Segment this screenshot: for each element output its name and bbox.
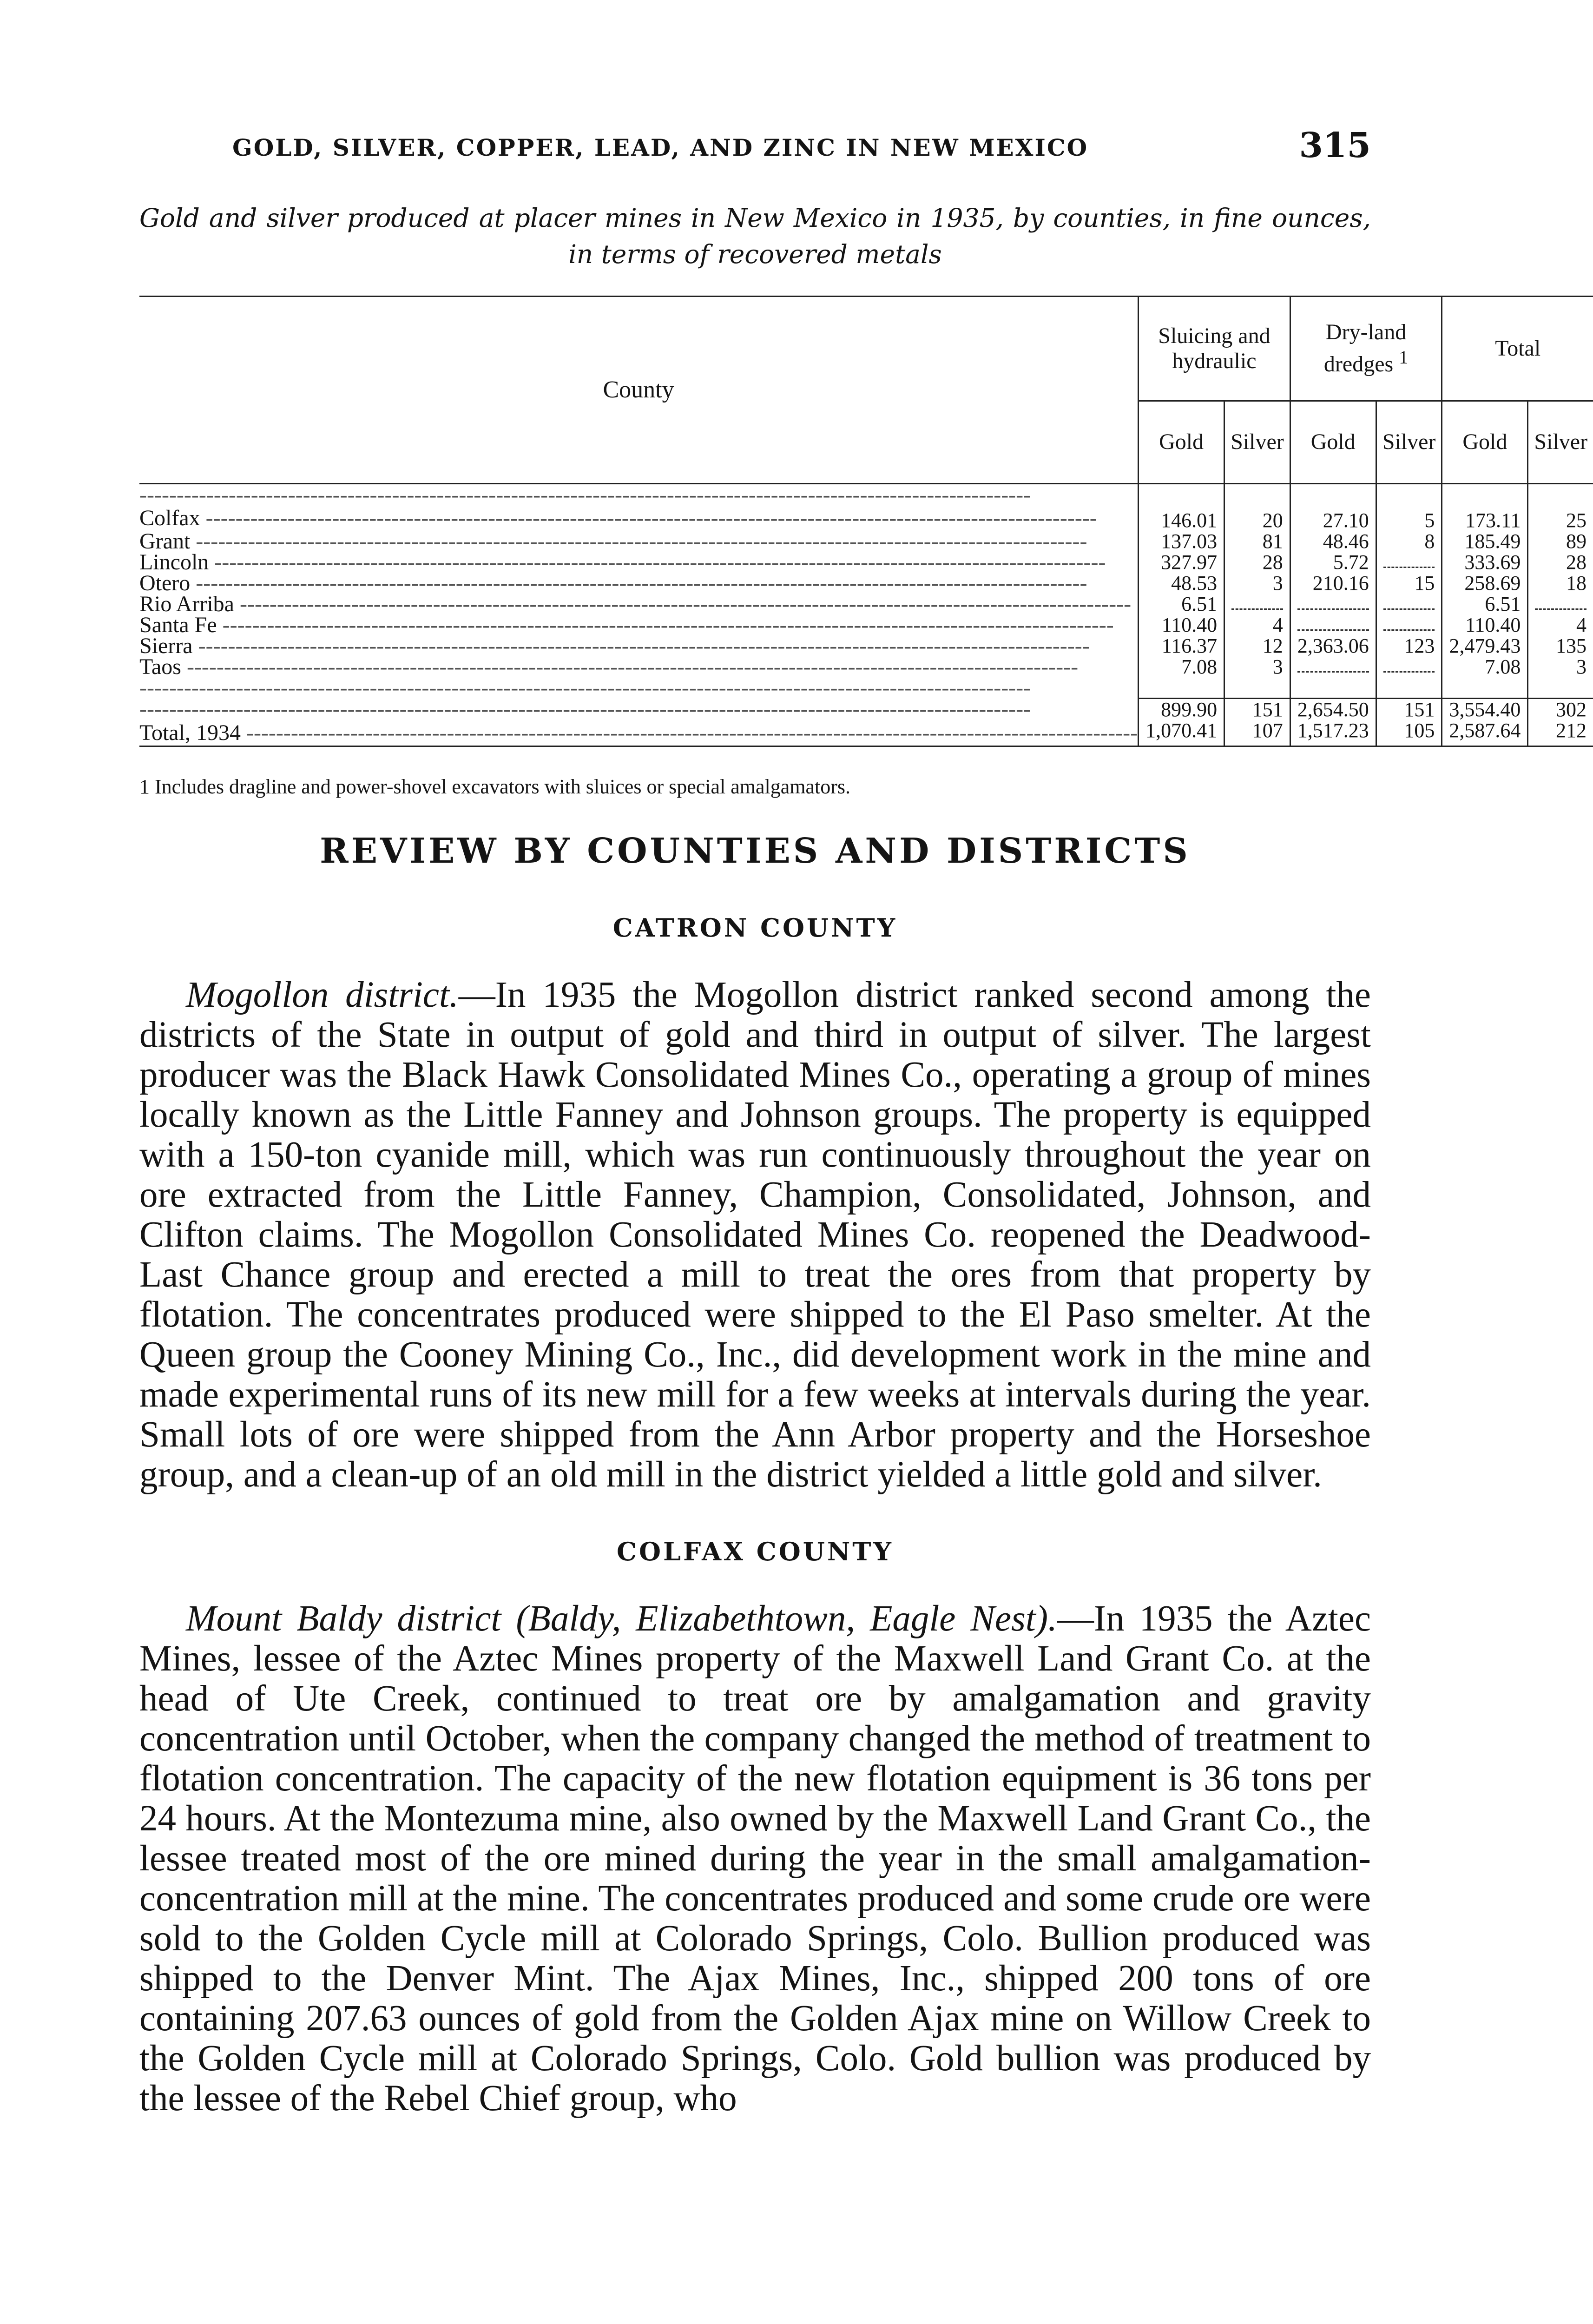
sluicing-silver-cell: 4 xyxy=(1224,614,1290,635)
dryland-silver-header: Silver xyxy=(1376,401,1442,483)
dryland-gold-cell: 210.16 xyxy=(1290,573,1376,594)
dryland-gold-cell: 48.46 xyxy=(1290,531,1376,552)
sluicing-gold-cell: 110.40 xyxy=(1139,614,1224,635)
county-name: Colfax ----- xyxy=(139,505,1139,531)
table-footnote xyxy=(139,775,1371,799)
county-name: Santa Fe ----- xyxy=(139,614,1139,635)
dryland-gold-cell: 2,363.06 xyxy=(1290,635,1376,656)
total-gold-total: 3,554.40 xyxy=(1442,698,1528,720)
county-name: Sierra ----- xyxy=(139,635,1139,656)
table-row xyxy=(139,573,1593,594)
total-1935-row xyxy=(139,698,1593,720)
table-row xyxy=(139,505,1593,531)
dryland-silver-cell: 5 xyxy=(1376,505,1442,531)
empty-dash xyxy=(1297,661,1369,673)
document-page xyxy=(139,116,1588,2155)
dryland-silver-cell: 8 xyxy=(1376,531,1442,552)
sluicing-silver-cell: 28 xyxy=(1224,552,1290,573)
dryland-header-label: Dry-land dredges xyxy=(1323,320,1407,377)
total-gold-1934: 2,587.64 xyxy=(1442,720,1528,746)
dryland-silver-cell xyxy=(1376,552,1442,573)
total-1934-label: Total, 1934 ----- xyxy=(139,720,1139,746)
dryland-gold-header: Gold xyxy=(1290,401,1376,483)
dryland-gold-cell xyxy=(1290,656,1376,677)
empty-dash xyxy=(1535,598,1586,610)
colfax-county-heading: COLFAX COUNTY xyxy=(617,1536,894,1566)
mogollon-paragraph xyxy=(139,975,1371,1495)
placer-production-table xyxy=(139,296,1593,747)
mount-baldy-lead: Mount Baldy district (Baldy, Elizabethtown, Eagle Nest). xyxy=(186,1598,1057,1639)
total-gold-cell: 7.08 xyxy=(1442,656,1528,677)
sluicing-gold-cell: 7.08 xyxy=(1139,656,1224,677)
table-row xyxy=(139,656,1593,677)
dryland-silver-total: 151 xyxy=(1376,698,1442,720)
sluicing-silver-header: Silver xyxy=(1224,401,1290,483)
dryland-gold-1934: 1,517.23 xyxy=(1290,720,1376,746)
total-silver-cell: 25 xyxy=(1528,505,1593,531)
empty-dash xyxy=(1383,619,1435,631)
total-gold-cell: 185.49 xyxy=(1442,531,1528,552)
total-silver-cell: 3 xyxy=(1528,656,1593,677)
total-silver-cell: 4 xyxy=(1528,614,1593,635)
running-header xyxy=(139,116,1371,172)
total-gold-cell: 6.51 xyxy=(1442,594,1528,614)
total-gold-cell: 258.69 xyxy=(1442,573,1528,594)
sluicing-header: Sluicing and hydraulic xyxy=(1139,297,1290,401)
county-name: Taos ----- xyxy=(139,656,1139,677)
table-row xyxy=(139,635,1593,656)
sluicing-silver-cell: 20 xyxy=(1224,505,1290,531)
sluicing-silver-total: 151 xyxy=(1224,698,1290,720)
sluicing-silver-1934: 107 xyxy=(1224,720,1290,746)
table-row xyxy=(139,594,1593,614)
dryland-footnote-mark: 1 xyxy=(1399,347,1409,368)
section-heading: REVIEW BY COUNTIES AND DISTRICTS xyxy=(320,831,1191,871)
total-silver-1934: 212 xyxy=(1528,720,1593,746)
sluicing-silver-cell: 3 xyxy=(1224,573,1290,594)
dryland-silver-cell xyxy=(1376,614,1442,635)
sluicing-gold-header: Gold xyxy=(1139,401,1224,483)
mount-baldy-text: —In 1935 the Aztec Mines, lessee of the Aztec Mines property of the Maxwell Land Grant Co. at the head of Ute Creek, continued to treat ore by amalgamation and gravity concentration until October, when the company changed the method of treatment to flotation concentration. The capacity of the new flotation equipment is 36 tons per 24 hours. At the Montezuma mine, also owned by the Maxwell Land Grant Co., the lessee treated most of the ore mined during the year in the small amalgamation-concentration mill at the mine. The concentrates produced and some crude ore were sold to the Golden Cycle mill at Colorado Springs, Colo. Bullion produced was shipped to the Denver Mint. The Ajax Mines, Inc., shipped 200 tons of ore containing 207.63 ounces of gold from the Golden Ajax mine on Willow Creek to the Golden Cycle mill at Colorado Springs, Colo. Gold bullion was produced by the lessee of the Rebel Chief group, who xyxy=(139,1598,1371,2119)
sluicing-gold-cell: 327.97 xyxy=(1139,552,1224,573)
catron-county-heading: CATRON COUNTY xyxy=(612,912,898,943)
total-silver-cell: 135 xyxy=(1528,635,1593,656)
total-1934-row xyxy=(139,720,1593,746)
table-row xyxy=(139,531,1593,552)
dryland-gold-cell xyxy=(1290,594,1376,614)
total-gold-cell: 110.40 xyxy=(1442,614,1528,635)
table-row xyxy=(139,552,1593,573)
total-header: Total xyxy=(1442,297,1593,401)
total-gold-cell: 2,479.43 xyxy=(1442,635,1528,656)
sluicing-silver-cell: 12 xyxy=(1224,635,1290,656)
mogollon-lead: Mogollon district. xyxy=(186,974,459,1015)
county-name: Rio Arriba ----- xyxy=(139,594,1139,614)
page-number: 315 xyxy=(1299,125,1371,165)
county-name: Otero ----- xyxy=(139,573,1139,594)
total-silver-total: 302 xyxy=(1528,698,1593,720)
footnote-mark: 1 xyxy=(139,775,150,798)
table-row xyxy=(139,614,1593,635)
dryland-gold-cell: 27.10 xyxy=(1290,505,1376,531)
empty-dash xyxy=(1383,556,1435,568)
sluicing-gold-cell: 6.51 xyxy=(1139,594,1224,614)
sluicing-gold-1934: 1,070.41 xyxy=(1139,720,1224,746)
dryland-gold-total: 2,654.50 xyxy=(1290,698,1376,720)
dryland-header xyxy=(1290,297,1442,401)
total-gold-cell: 333.69 xyxy=(1442,552,1528,573)
empty-dash xyxy=(1383,598,1435,610)
sluicing-silver-cell xyxy=(1224,594,1290,614)
sluicing-gold-total: 899.90 xyxy=(1139,698,1224,720)
sluicing-gold-cell: 48.53 xyxy=(1139,573,1224,594)
mount-baldy-paragraph xyxy=(139,1599,1371,2119)
total-silver-header: Silver xyxy=(1528,401,1593,483)
sluicing-gold-cell: 137.03 xyxy=(1139,531,1224,552)
footnote-text: Includes dragline and power-shovel excavators with sluices or special amalgamators. xyxy=(155,775,851,798)
total-silver-cell: 89 xyxy=(1528,531,1593,552)
dryland-silver-cell: 123 xyxy=(1376,635,1442,656)
sluicing-silver-cell: 81 xyxy=(1224,531,1290,552)
total-gold-header: Gold xyxy=(1442,401,1528,483)
total-silver-cell: 28 xyxy=(1528,552,1593,573)
empty-dash xyxy=(1231,598,1283,610)
mogollon-text: —In 1935 the Mogollon district ranked second among the districts of the State in output of gold and third in output of silver. The largest producer was the Black Hawk Consolidated Mines Co., operating a group of mines locally known as the Little Fanney and Johnson groups. The property is equipped with a 150-ton cyanide mill, which was run continuously throughout the year on ore extracted from the Little Fanney, Champion, Consolidated, Johnson, and Clifton claims. The Mogollon Consolidated Mines Co. reopened the Deadwood-Last Chance group and erected a mill to treat the ores from that property by flotation. The concentrates produced were shipped to the El Paso smelter. At the Queen group the Cooney Mining Co., Inc., did development work in the mine and made experimental runs of its new mill for a few weeks at intervals during the year. Small lots of ore were shipped from the Ann Arbor property and the Horseshoe group, and a clean-up of an old mill in the district yielded a little gold and silver. xyxy=(139,974,1371,1495)
dryland-silver-cell xyxy=(1376,594,1442,614)
total-silver-cell: 18 xyxy=(1528,573,1593,594)
sluicing-gold-cell: 146.01 xyxy=(1139,505,1224,531)
county-name: Grant ----- xyxy=(139,531,1139,552)
dryland-silver-1934: 105 xyxy=(1376,720,1442,746)
total-gold-cell: 173.11 xyxy=(1442,505,1528,531)
empty-dash xyxy=(1297,598,1369,610)
running-title: GOLD, SILVER, COPPER, LEAD, AND ZINC IN NEW MEXICO xyxy=(232,134,1089,161)
table-caption: Gold and silver produced at placer mines in New Mexico in 1935, by counties, in fine ounces, in terms of recovered metals xyxy=(139,203,1371,269)
empty-dash xyxy=(1383,661,1435,673)
dryland-gold-cell: 5.72 xyxy=(1290,552,1376,573)
dryland-silver-cell: 15 xyxy=(1376,573,1442,594)
county-name: Lincoln ----- xyxy=(139,552,1139,573)
total-silver-cell xyxy=(1528,594,1593,614)
empty-dash xyxy=(1297,619,1369,631)
dryland-silver-cell xyxy=(1376,656,1442,677)
county-column-header: County xyxy=(139,297,1139,484)
sluicing-silver-cell: 3 xyxy=(1224,656,1290,677)
sluicing-gold-cell: 116.37 xyxy=(1139,635,1224,656)
dryland-gold-cell xyxy=(1290,614,1376,635)
